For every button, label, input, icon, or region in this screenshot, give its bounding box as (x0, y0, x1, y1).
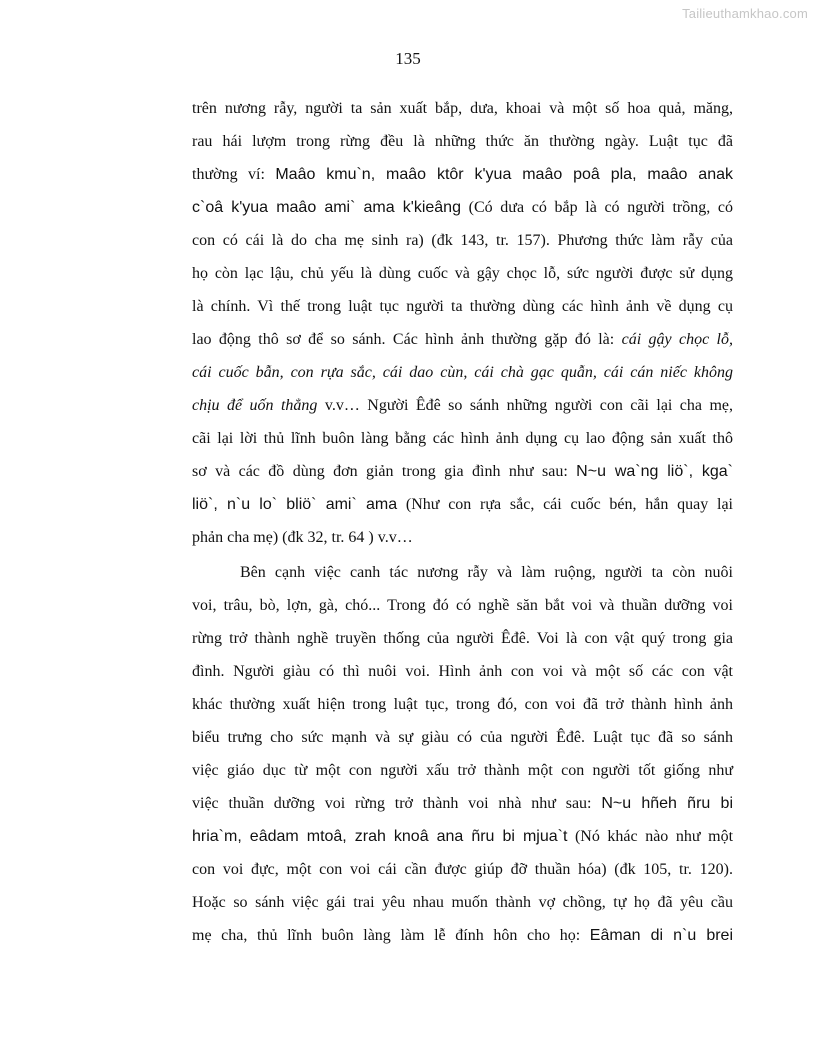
text-run: (Nó khác nào như một (567, 828, 734, 845)
text-line: đình. Người giàu có thì nuôi voi. Hình ảnh con voi và một số các con vật (192, 663, 733, 680)
text-line: con voi đực, một con voi cái cần được giúp đỡ thuần hóa) (đk 105, tr. 120). (192, 861, 733, 878)
text-line (192, 191, 733, 224)
text-line: họ còn lạc lậu, chủ yếu là dùng cuốc và gậy chọc lỗ, sức người được sử dụng (192, 265, 733, 282)
text-line: việc giáo dục từ một con người xấu trở thành một con người tốt giống như (192, 762, 733, 779)
text-run: việc thuần dưỡng voi rừng trở thành voi nhà như sau: (192, 795, 602, 812)
text-run: (Như con rựa sắc, cái cuốc bén, hắn quay lại (397, 496, 733, 513)
italic-text: cái gậy chọc lỗ, (621, 331, 733, 348)
text-line: là chính. Vì thế trong luật tục người ta thường dùng các hình ảnh về dụng cụ (192, 298, 733, 315)
text-line: con có cái là do cha mẹ sinh ra) (đk 143, tr. 157). Phương thức làm rẫy của (192, 232, 733, 249)
ede-quote: Eâman di n`u brei (589, 927, 733, 944)
text-run: lao động thô sơ để so sánh. Các hình ảnh thường gặp đó là: (192, 331, 622, 348)
text-line (192, 919, 733, 952)
text-line: phản cha mẹ) (đk 32, tr. 64 ) v.v… (192, 529, 413, 546)
text-line: voi, trâu, bò, lợn, gà, chó... Trong đó có nghề săn bắt voi và thuần dưỡng voi (192, 597, 733, 614)
text-line (192, 820, 733, 853)
page-number: 135 (395, 49, 421, 68)
text-line: rau hái lượm trong rừng đều là những thức ăn thường ngày. Luật tục đã (192, 133, 733, 150)
text-line (192, 323, 733, 356)
text-line: Bên cạnh việc canh tác nương rẫy và làm ruộng, người ta còn nuôi (240, 564, 733, 581)
text-line: biểu trưng cho sức mạnh và sự giàu có của người Êđê. Luật tục đã so sánh (192, 729, 733, 746)
paragraph-2 (192, 556, 733, 952)
text-line (192, 356, 733, 389)
watermark: Tailieuthamkhao.com (682, 6, 808, 21)
ede-quote: hria`m, eâdam mtoâ, zrah knoâ ana ñru bi mjua`t (192, 828, 568, 845)
text-line: cãi lại lời thủ lĩnh buôn làng bằng các hình ảnh dụng cụ lao động sản xuất thô (192, 430, 733, 447)
text-line (192, 158, 733, 191)
text-line (192, 389, 733, 422)
text-run: v.v… Người Êđê so sánh những người con cãi lại cha mẹ, (317, 397, 733, 414)
paragraph-1 (192, 92, 733, 554)
ede-quote: c`oâ k'yua maâo ami` ama k'kieâng (192, 199, 461, 216)
text-run: sơ và các đồ dùng đơn giản trong gia đình như sau: (192, 463, 577, 480)
text-line: khác thường xuất hiện trong luật tục, trong đó, con voi đã trở thành hình ảnh (192, 696, 733, 713)
ede-quote: N~u hñeh ñru bi (601, 795, 734, 812)
italic-text: cái cuốc bẫn, con rựa sắc, cái dao cùn, cái chà gạc quẫn, cái cán niếc không (192, 364, 733, 381)
text-line: Hoặc so sánh việc gái trai yêu nhau muốn thành vợ chồng, tự họ đã yêu cầu (192, 894, 733, 911)
text-line (192, 787, 733, 820)
text-line: trên nương rẫy, người ta sản xuất bắp, dưa, khoai và một số hoa quả, măng, (192, 100, 733, 117)
italic-text: chịu để uốn thẳng (192, 397, 318, 414)
text-run: (Có dưa có bắp là có người trồng, có (460, 199, 733, 216)
text-line (192, 488, 733, 521)
text-run: mẹ cha, thủ lĩnh buôn làng làm lễ đính hôn cho họ: (192, 927, 590, 944)
text-line: rừng trở thành nghề truyền thống của người Êđê. Voi là con vật quý trong gia (192, 630, 733, 647)
ede-quote: N~u wa`ng liö`, kga` (576, 463, 734, 480)
text-run: thường ví: (192, 166, 276, 183)
ede-quote: liö`, n`u lo` bliö` ami` ama (192, 496, 398, 513)
text-line (192, 455, 733, 488)
ede-quote: Maâo kmu`n, maâo ktôr k'yua maâo poâ pla, maâo anak (275, 166, 733, 183)
